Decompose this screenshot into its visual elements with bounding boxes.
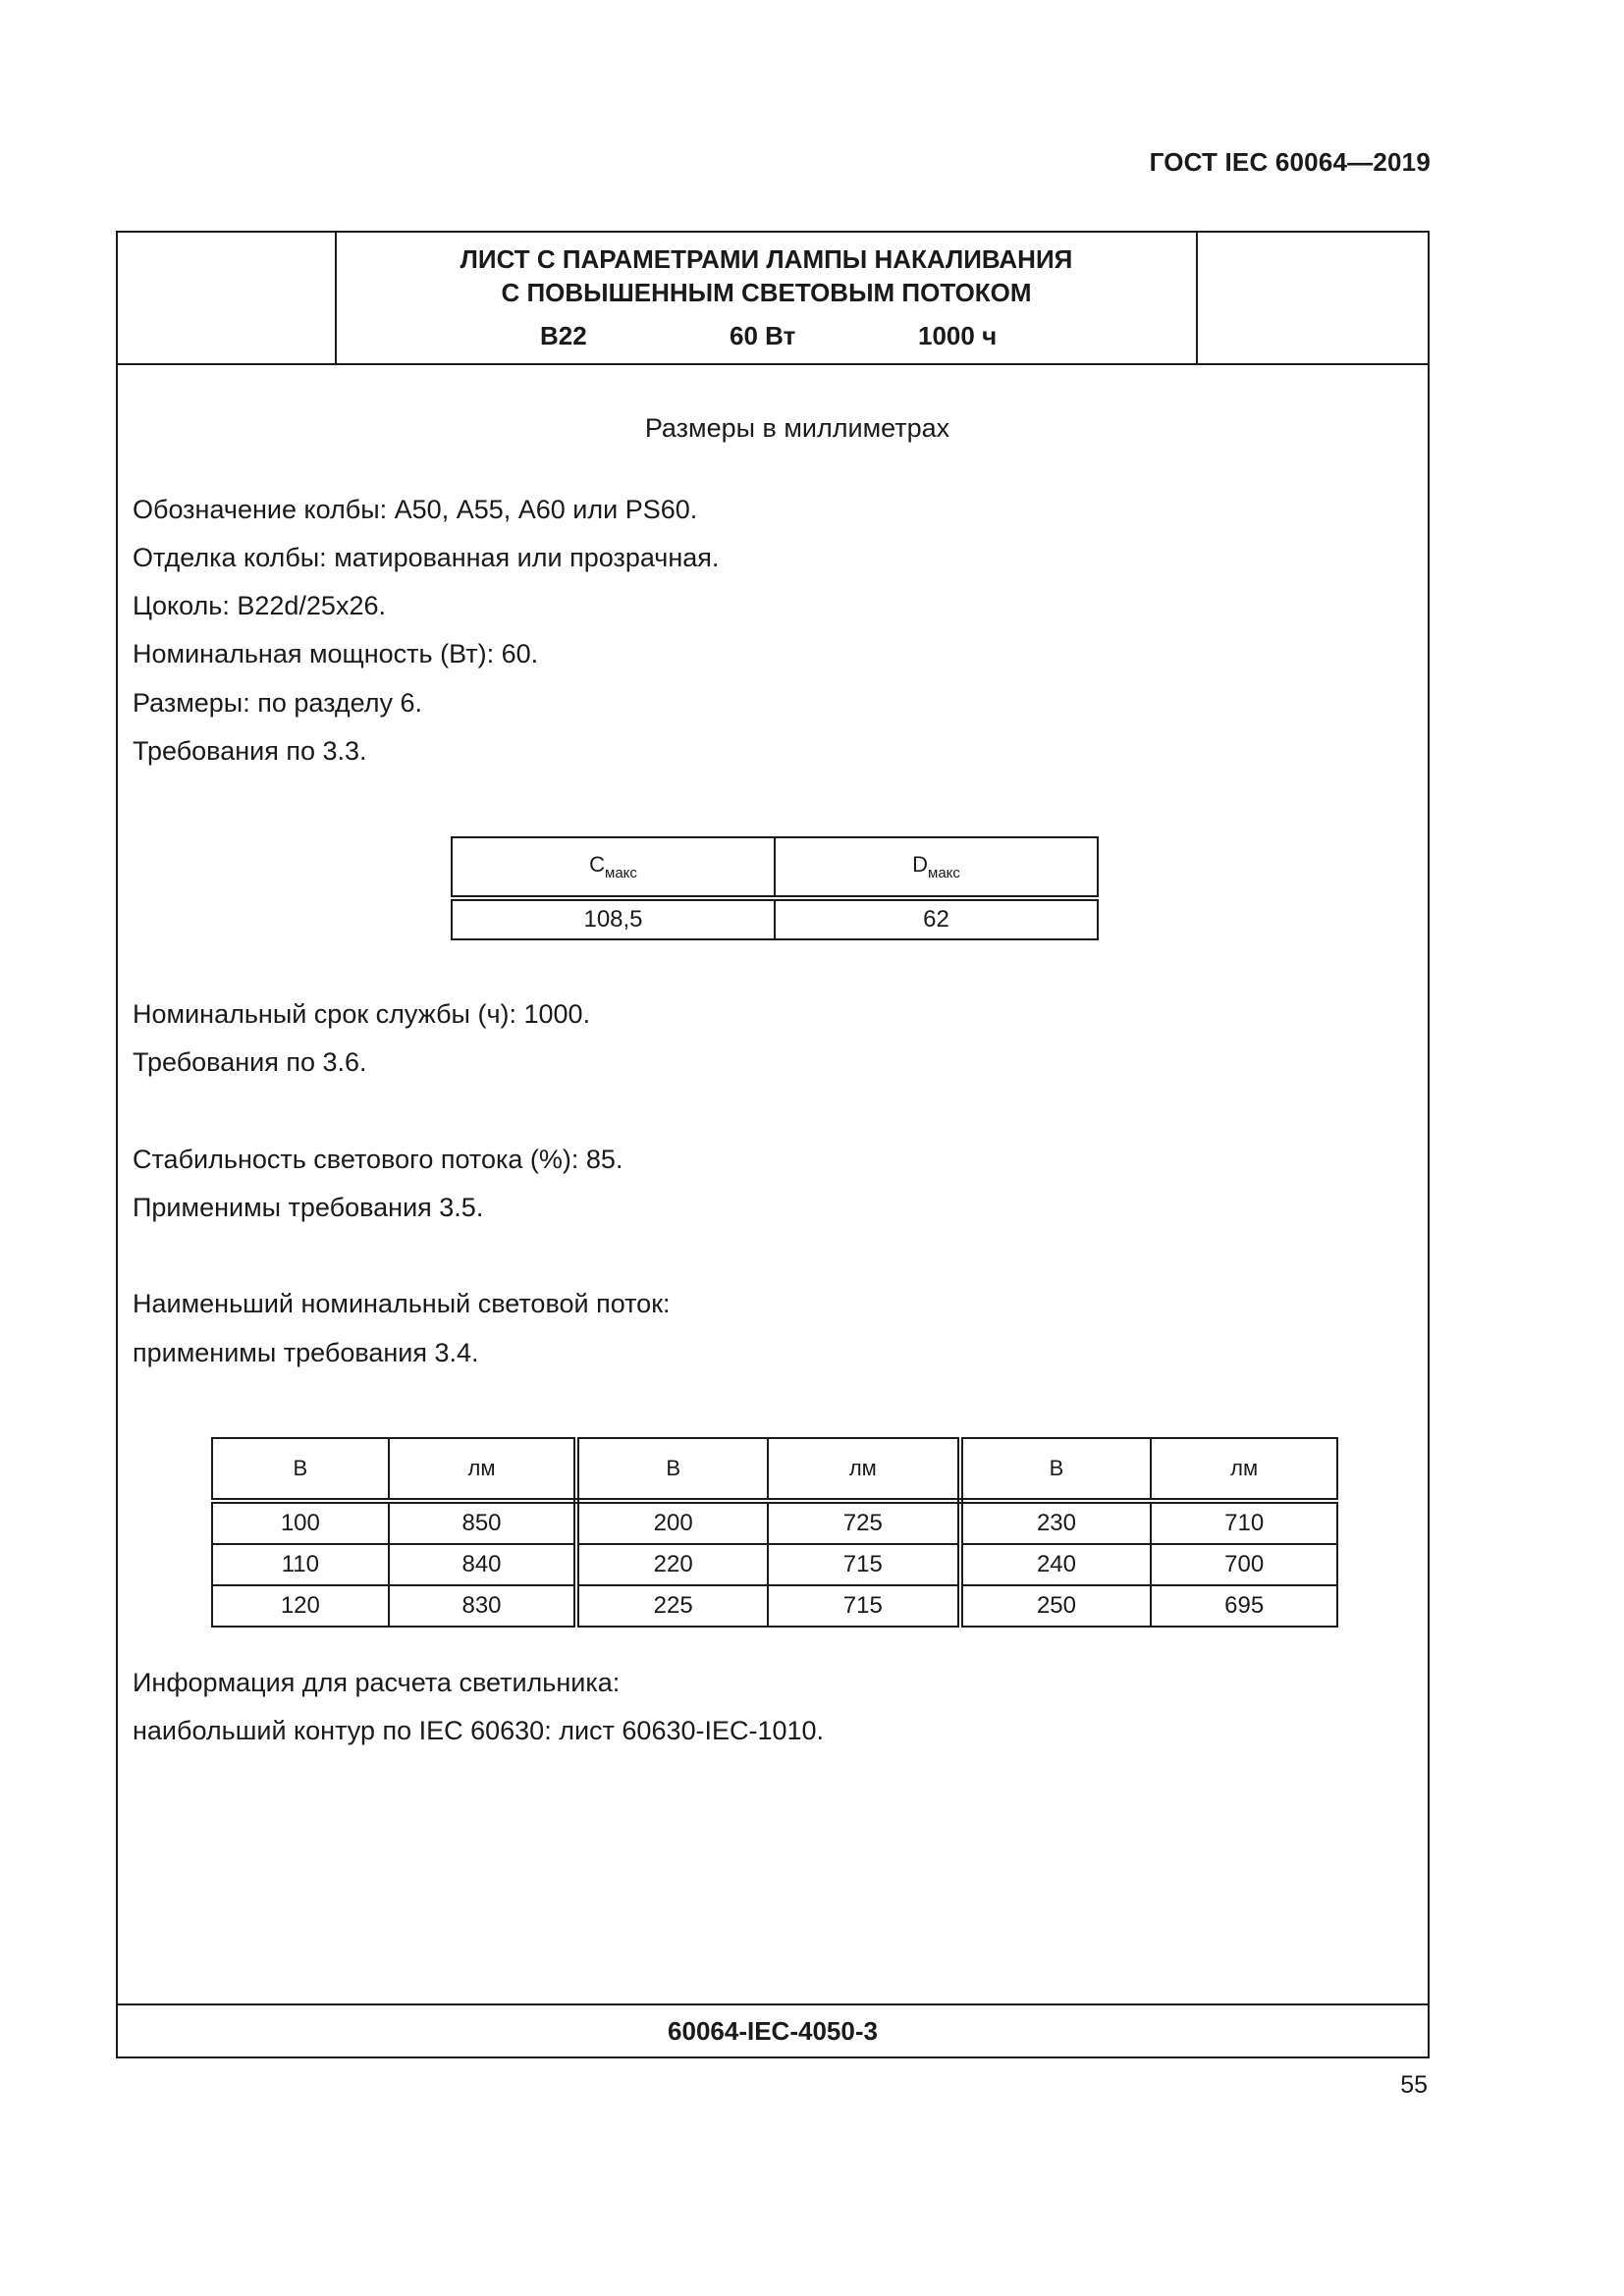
- c-letter: C: [589, 852, 605, 877]
- spec-line: Номинальная мощность (Вт): 60.: [133, 639, 539, 668]
- table-row: [212, 1585, 1337, 1627]
- d-letter: D: [912, 852, 928, 877]
- sheet-frame: [116, 231, 1430, 2058]
- header-d-max: [775, 837, 1098, 898]
- sheet-code: 60064-IEC-4050-3: [118, 2003, 1428, 2056]
- spec-line: Требования по 3.3.: [133, 736, 367, 766]
- dimensions-table: [451, 836, 1099, 940]
- table-cell: 700: [1151, 1544, 1337, 1585]
- param-power: 60 Вт: [730, 321, 796, 350]
- d-max-value: 62: [775, 898, 1098, 939]
- column-header: В: [212, 1438, 389, 1501]
- table-cell: 695: [1151, 1585, 1337, 1627]
- flux-line: применимы требования 3.4.: [133, 1338, 479, 1367]
- column-header: В: [576, 1438, 768, 1501]
- table-row: [212, 1544, 1337, 1585]
- table-cell: 230: [960, 1501, 1152, 1544]
- sheet-title-line-2: С ПОВЫШЕННЫМ СВЕТОВЫМ ПОТОКОМ: [501, 278, 1032, 307]
- table-cell: 110: [212, 1544, 389, 1585]
- sheet-header: [118, 233, 1428, 365]
- life-line: Требования по 3.6.: [133, 1047, 367, 1077]
- life-line: Номинальный срок службы (ч): 1000.: [133, 999, 591, 1029]
- table-cell: 200: [576, 1501, 768, 1544]
- table-cell: 715: [768, 1585, 960, 1627]
- header-right-cell: [1196, 233, 1428, 363]
- flux-line: Наименьший номинальный световой поток:: [133, 1289, 671, 1318]
- stability-line: Стабильность светового потока (%): 85.: [133, 1145, 623, 1174]
- table-cell: 715: [768, 1544, 960, 1585]
- c-max-value: 108,5: [452, 898, 775, 939]
- c-subscript: макс: [605, 865, 637, 881]
- table-cell: 710: [1151, 1501, 1337, 1544]
- standard-code: ГОСТ IEC 60064—2019: [1149, 147, 1431, 177]
- lamp-params: [337, 321, 1196, 354]
- table-cell: 225: [576, 1585, 768, 1627]
- page-number: 55: [1400, 2071, 1428, 2099]
- header-c-max: [452, 837, 775, 898]
- param-cap: B22: [540, 321, 587, 350]
- column-header: В: [960, 1438, 1152, 1501]
- luminous-flux-table: [211, 1437, 1338, 1628]
- table-cell: 850: [389, 1501, 577, 1544]
- spec-line: Отделка колбы: матированная или прозрачная.: [133, 543, 720, 572]
- header-title-cell: [337, 233, 1196, 363]
- table-cell: 240: [960, 1544, 1152, 1585]
- luminaire-line: Информация для расчета светильника:: [133, 1668, 621, 1697]
- table-row: [212, 1501, 1337, 1544]
- spec-line: Цоколь: B22d/25x26.: [133, 591, 386, 620]
- header-left-cell: [118, 233, 337, 363]
- d-subscript: макс: [928, 865, 960, 881]
- column-header: лм: [389, 1438, 577, 1501]
- stability-line: Применимы требования 3.5.: [133, 1193, 484, 1222]
- table-header-row: [212, 1438, 1337, 1501]
- table-cell: 100: [212, 1501, 389, 1544]
- table-cell: 250: [960, 1585, 1152, 1627]
- spec-line: Размеры: по разделу 6.: [133, 688, 423, 718]
- column-header: лм: [1151, 1438, 1337, 1501]
- spec-line: Обозначение колбы: А50, А55, А60 или PS60.: [133, 495, 698, 524]
- table-cell: 220: [576, 1544, 768, 1585]
- table-cell: 830: [389, 1585, 577, 1627]
- table-cell: 840: [389, 1544, 577, 1585]
- column-header: лм: [768, 1438, 960, 1501]
- table-cell: 120: [212, 1585, 389, 1627]
- param-life: 1000 ч: [918, 321, 998, 350]
- luminaire-line: наибольший контур по IEC 60630: лист 60630-IEC-1010.: [133, 1716, 825, 1745]
- sheet-title-line-1: ЛИСТ С ПАРАМЕТРАМИ ЛАМПЫ НАКАЛИВАНИЯ: [460, 244, 1073, 274]
- dimensions-note: Размеры в миллиметрах: [644, 413, 950, 443]
- table-cell: 725: [768, 1501, 960, 1544]
